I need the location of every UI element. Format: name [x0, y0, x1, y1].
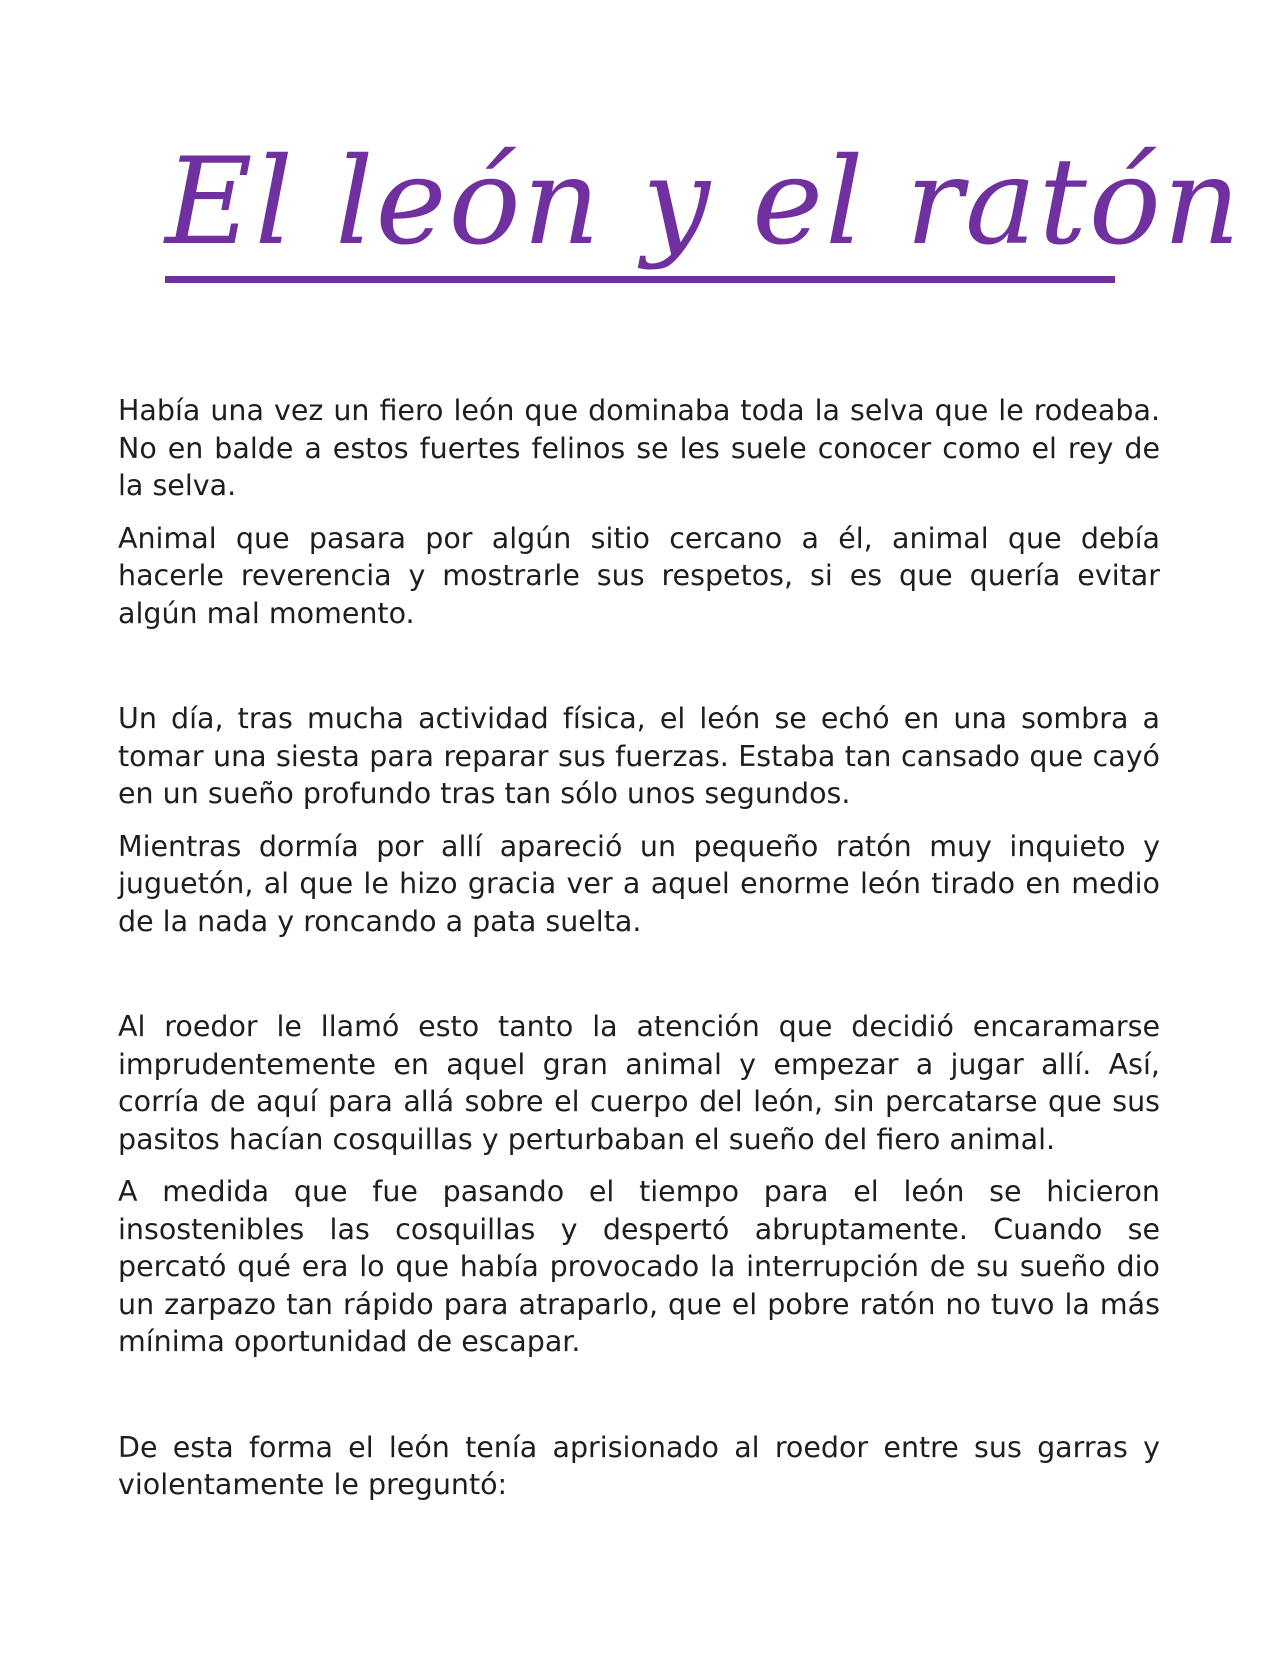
paragraph-3: Un día, tras mucha actividad física, el león se echó en una sombra a tomar una siesta para reparar sus fuerzas. Estaba tan cansado que cayó en un sueño profundo tras tan sólo unos segundos. — [118, 702, 1160, 810]
paragraph-6: A medida que fue pasando el tiempo para el león se hicieron insostenibles las cosquillas y despertó abruptamente. Cuando se percató qué era lo que había provocado la interrupción de su sueño dio un zarpazo tan rápido para atraparlo, que el pobre ratón no tuvo la más mínima oportunidad de escapar. — [118, 1175, 1160, 1358]
paragraph-7: De esta forma el león tenía aprisionado al roedor entre sus garras y violentamente le preguntó: — [118, 1430, 1160, 1501]
title-block — [165, 118, 1243, 318]
paragraph-4: Mientras dormía por allí apareció un pequeño ratón muy inquieto y juguetón, al que le hizo gracia ver a aquel enorme león tirado en medio de la nada y roncando a pata suelta. — [118, 829, 1160, 938]
paragraph-5: Al roedor le llamó esto tanto la atención que decidió encaramarse imprudentemente en aquel gran animal y empezar a jugar allí. Así, corría de aquí para allá sobre el cuerpo del león, sin percatarse que sus pasitos hacían cosquillas y perturbaban el sueño del fiero animal. — [118, 1010, 1160, 1156]
title-underline — [165, 276, 1115, 283]
page-title: El león y el ratón — [165, 133, 1243, 272]
paragraph-2: Animal que pasara por algún sitio cercano a él, animal que debía hacerle reverencia y mostrarle sus respetos, si es que quería evitar algún mal momento. — [118, 521, 1160, 630]
paragraph-1: Había una vez un fiero león que dominaba toda la selva que le rodeaba. No en balde a estos fuertes felinos se les suele conocer como el rey de la selva. — [118, 394, 1160, 502]
story-body — [118, 392, 1160, 1504]
